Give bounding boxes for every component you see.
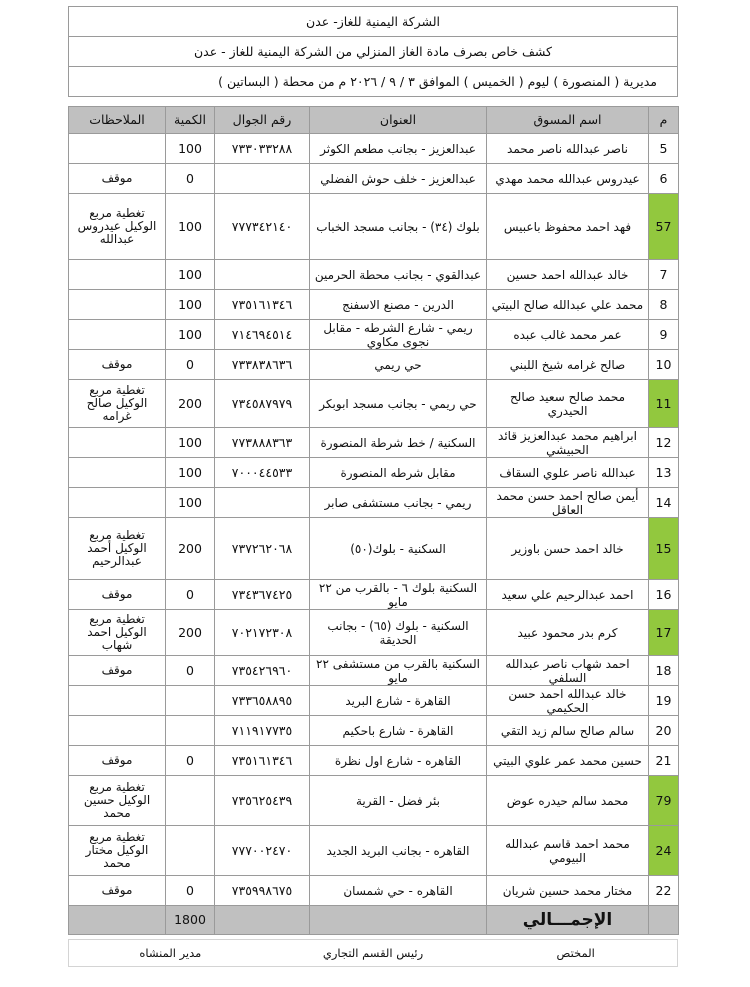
row-number: 8 [649,290,679,320]
total-row [69,906,679,935]
phone-number [215,260,310,290]
row-number: 13 [649,458,679,488]
marketer-name: صالح غرامه شيخ اللبني [487,350,649,380]
marketer-name: محمد احمد قاسم عبدالله البيومي [487,826,649,876]
row-number: 12 [649,428,679,458]
col-header-name: اسم المسوق [487,107,649,134]
notes [69,134,166,164]
row-number: 15 [649,518,679,580]
row-number: 20 [649,716,679,746]
phone-number: ٧٣٥٦٢٥٤٣٩ [215,776,310,826]
address: السكنية - بلوك (٦٥) - بجانب الحديقة [310,610,487,656]
row-number: 17 [649,610,679,656]
report-subtitle: كشف خاص بصرف مادة الغاز المنزلي من الشركة اليمنية للغاز - عدن [68,36,678,66]
address: عبدالعزيز - خلف حوش الفضلي [310,164,487,194]
col-header-address: العنوان [310,107,487,134]
address: عبدالقوي - بجانب محطة الحرمين [310,260,487,290]
marketer-name: كرم بدر محمود عبيد [487,610,649,656]
marketer-name: خالد عبدالله احمد حسن الحكيمي [487,686,649,716]
notes [69,458,166,488]
notes: موقف [69,350,166,380]
quantity: 100 [166,428,215,458]
signature-commercial-head: رئيس القسم التجاري [322,946,424,960]
signature-specialist: المختص [556,946,595,960]
phone-number: ٧٠٢١٧٢٣٠٨ [215,610,310,656]
phone-number: ٧١١٩١٧٧٣٥ [215,716,310,746]
table-row [69,686,679,716]
address: حي ريمي [310,350,487,380]
table-row [69,350,679,380]
table-row [69,194,679,260]
phone-number: ٧٣٥٤٢٦٩٦٠ [215,656,310,686]
quantity: 100 [166,488,215,518]
total-label: الإجمـــالي [487,906,649,935]
table-row [69,776,679,826]
phone-number: ٧٣٤٣٦٧٤٢٥ [215,580,310,610]
notes: موقف [69,164,166,194]
notes: تغطية مربع الوكيل حسين محمد [69,776,166,826]
row-number: 21 [649,746,679,776]
phone-number: ٧٧٣٨٨٨٣٦٣ [215,428,310,458]
quantity: 0 [166,656,215,686]
col-header-qty: الكمية [166,107,215,134]
quantity: 0 [166,746,215,776]
marketer-name: عمر محمد غالب عبده [487,320,649,350]
distribution-table [68,106,679,935]
marketer-name: محمد صالح سعيد صالح الحيدري [487,380,649,428]
row-number: 57 [649,194,679,260]
total-empty-cell [215,906,310,935]
quantity: 0 [166,350,215,380]
marketer-name: فهد احمد محفوظ باعبيس [487,194,649,260]
table-row [69,826,679,876]
address: الدرين - مصنع الاسفنج [310,290,487,320]
table-row [69,580,679,610]
quantity: 100 [166,260,215,290]
address: السكنية / خط شرطة المنصورة [310,428,487,458]
phone-number [215,488,310,518]
quantity [166,826,215,876]
phone-number: ٧٣٥١٦١٣٤٦ [215,746,310,776]
notes: تغطية مربع الوكيل أحمد عبدالرحيم [69,518,166,580]
notes [69,686,166,716]
table-row [69,290,679,320]
phone-number: ٧٣٧٢٦٢٠٦٨ [215,518,310,580]
table-body [69,134,679,906]
marketer-name: محمد علي عبدالله صالح البيتي [487,290,649,320]
address: السكنية - بلوك(٥٠) [310,518,487,580]
phone-number: ٧٣٤٥٨٧٩٧٩ [215,380,310,428]
notes [69,260,166,290]
signature-facility-manager: مدير المنشاه [139,946,202,960]
row-number: 5 [649,134,679,164]
row-number: 22 [649,876,679,906]
quantity [166,686,215,716]
quantity: 200 [166,380,215,428]
table-row [69,320,679,350]
row-number: 79 [649,776,679,826]
notes: تغطية مربع الوكيل احمد شهاب [69,610,166,656]
marketer-name: احمد عبدالرحيم علي سعيد [487,580,649,610]
report-page [68,6,678,967]
address: ريمي - شارع الشرطه - مقابل نجوى مكاوي [310,320,487,350]
quantity: 100 [166,134,215,164]
phone-number: ٧٣٥١٦١٣٤٦ [215,290,310,320]
phone-number: ٧٣٥٩٩٨٦٧٥ [215,876,310,906]
table-row [69,380,679,428]
marketer-name: أيمن صالح احمد حسن محمد العاقل [487,488,649,518]
notes: موقف [69,876,166,906]
notes [69,320,166,350]
quantity: 0 [166,876,215,906]
notes: تغطية مربع الوكيل مختار محمد [69,826,166,876]
phone-number: ٧٧٧٣٤٢١٤٠ [215,194,310,260]
phone-number: ٧٠٠٠٤٤٥٣٣ [215,458,310,488]
table-row [69,610,679,656]
quantity: 100 [166,290,215,320]
quantity: 0 [166,580,215,610]
col-header-phone: رقم الجوال [215,107,310,134]
row-number: 24 [649,826,679,876]
row-number: 16 [649,580,679,610]
marketer-name: سالم صالح سالم زيد التقي [487,716,649,746]
address: القاهره - شارع اول نظرة [310,746,487,776]
address: بئر فضل - القرية [310,776,487,826]
notes: موقف [69,746,166,776]
phone-number: ٧٣٣٨٣٨٦٣٦ [215,350,310,380]
quantity [166,776,215,826]
table-row [69,656,679,686]
phone-number: ٧٣٣٠٣٣٢٨٨ [215,134,310,164]
marketer-name: حسين محمد عمر علوي البيتي [487,746,649,776]
quantity: 200 [166,518,215,580]
address: السكنية بالقرب من مستشفى ٢٢ مايو [310,656,487,686]
table-row [69,164,679,194]
address: القاهره - بجانب البريد الجديد [310,826,487,876]
col-header-no: م [649,107,679,134]
table-row [69,458,679,488]
total-empty-cell [310,906,487,935]
table-row [69,876,679,906]
marketer-name: خالد عبدالله احمد حسين [487,260,649,290]
row-number: 19 [649,686,679,716]
notes: تغطية مربع الوكيل عيدروس عبدالله [69,194,166,260]
address: القاهرة - شارع البريد [310,686,487,716]
address: حي ريمي - بجانب مسجد ابوبكر [310,380,487,428]
address: عبدالعزيز - بجانب مطعم الكوثر [310,134,487,164]
row-number: 14 [649,488,679,518]
row-number: 18 [649,656,679,686]
phone-number [215,164,310,194]
quantity [166,716,215,746]
company-title: الشركة اليمنية للغاز- عدن [68,6,678,36]
marketer-name: عبدالله ناصر علوي السقاف [487,458,649,488]
marketer-name: ناصر عبدالله ناصر محمد [487,134,649,164]
row-number: 9 [649,320,679,350]
phone-number: ٧١٤٦٩٤٥١٤ [215,320,310,350]
phone-number: ٧٧٧٠٠٢٤٧٠ [215,826,310,876]
table-row [69,260,679,290]
notes: موقف [69,580,166,610]
table-row [69,716,679,746]
table-row [69,746,679,776]
row-number: 11 [649,380,679,428]
marketer-name: احمد شهاب ناصر عبدالله السلفي [487,656,649,686]
marketer-name: محمد سالم حيدره عوض [487,776,649,826]
marketer-name: خالد احمد حسن باوزير [487,518,649,580]
table-row [69,488,679,518]
table-row [69,134,679,164]
row-number: 10 [649,350,679,380]
total-empty-cell [69,906,166,935]
notes: موقف [69,656,166,686]
address: السكنية بلوك ٦ - بالقرب من ٢٢ مايو [310,580,487,610]
row-number: 7 [649,260,679,290]
address: مقابل شرطه المنصورة [310,458,487,488]
marketer-name: مختار محمد حسين شريان [487,876,649,906]
notes: تغطية مربع الوكيل صالح غرامه [69,380,166,428]
row-number: 6 [649,164,679,194]
total-qty: 1800 [166,906,215,935]
quantity: 0 [166,164,215,194]
quantity: 100 [166,320,215,350]
marketer-name: عيدروس عبدالله محمد مهدي [487,164,649,194]
quantity: 200 [166,610,215,656]
quantity: 100 [166,194,215,260]
notes [69,716,166,746]
address: القاهره - حي شمسان [310,876,487,906]
col-header-notes: الملاحظات [69,107,166,134]
total-empty-cell [649,906,679,935]
table-row [69,428,679,458]
quantity: 100 [166,458,215,488]
phone-number: ٧٣٣٦٥٨٨٩٥ [215,686,310,716]
notes [69,290,166,320]
address: بلوك (٣٤) - بجانب مسجد الخباب [310,194,487,260]
report-info: مديرية ( المنصورة ) ليوم ( الخميس ) الموافق ٣ / ٩ / ٢٠٢٦ م من محطة ( البساتين ) [68,66,678,97]
address: ريمي - بجانب مستشفى صابر [310,488,487,518]
table-header-row [69,107,679,134]
signature-footer [68,939,678,967]
address: القاهرة - شارع باحكيم [310,716,487,746]
notes [69,488,166,518]
table-row [69,518,679,580]
marketer-name: ابراهيم محمد عبدالعزيز قائد الحبيشي [487,428,649,458]
notes [69,428,166,458]
